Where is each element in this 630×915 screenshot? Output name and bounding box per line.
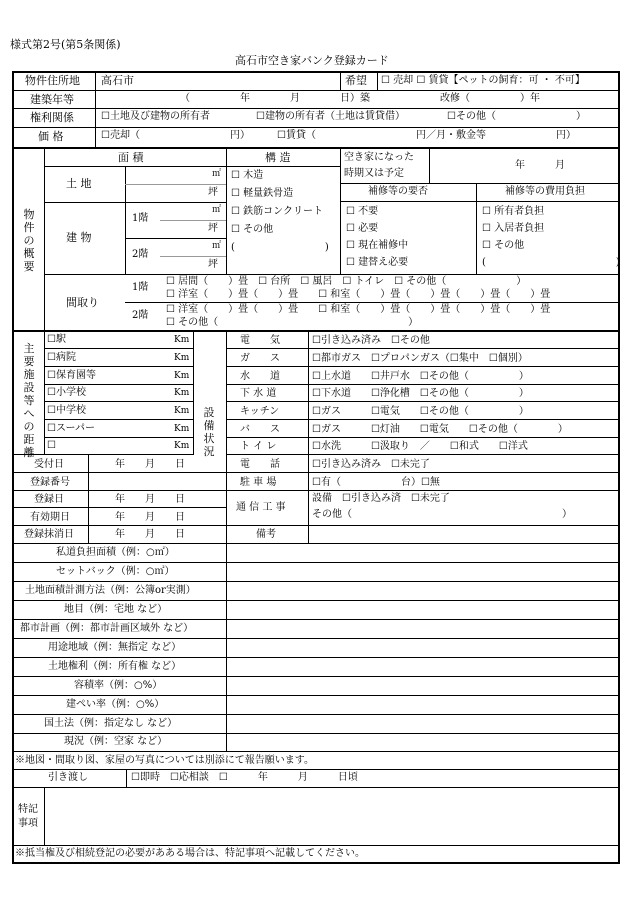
facility-km-unit: Km [174,406,190,416]
equipment-sewer-value[interactable]: ☐下水道 ☐浄化槽 ☐その他（ ） [312,388,529,399]
land-info-zoning: 用途地域（例：無指定 など） [48,642,182,653]
facility-km-unit: Km [174,441,190,451]
registration-number-label: 登録番号 [30,477,70,488]
cost-option-other[interactable]: ☐ その他 [482,240,525,251]
equipment-gas-label: ガ ス [240,353,280,364]
layout-floor2-line1[interactable]: ☐ 洋室（ ）畳（ ）畳 ☐ 和室（ ）畳（ ）畳（ ）畳（ ）畳 [166,304,551,315]
facility-junior-high[interactable]: ☐中学校 [47,405,86,416]
receipt-date-label: 受付日 [34,459,64,470]
equipment-toilet-value[interactable]: ☐水洗 ☐汲取り ／ ☐和式 ☐洋式 [312,441,528,452]
layout-floor2-label: 2階 [132,310,149,321]
page-title: 高石市空き家バンク登録カード [235,54,389,67]
equipment-parking-value[interactable]: ☐有（ 台）☐無 [312,477,440,488]
equipment-parking-label: 駐 車 場 [240,477,277,488]
facility-km-unit: Km [174,388,190,398]
handover-value[interactable]: ☐即時 ☐応相談 ☐ 年 月 日頃 [131,772,358,783]
equipment-phone-label: 電 話 [240,459,280,470]
facility-station[interactable]: ☐駅 [47,334,66,345]
cost-option-other-detail[interactable]: ( ) [482,257,620,268]
rights-option-building-only[interactable]: ☐建物の所有者（土地は賃貸借） [256,111,405,122]
floor1-m2-unit: ㎡ [212,205,222,215]
equipment-water-value[interactable]: ☐上水道 ☐井戸水 ☐その他（ ） [312,371,529,382]
vacancy-date[interactable]: 年 月 [515,160,565,171]
land-info-national-land-law: 国土法（例：指定なし など） [44,718,178,729]
land-info-private-road: 私道負担面積（例：○㎡） [56,547,175,558]
receipt-date-value[interactable]: 年 月 日 [115,459,185,470]
comm-work-line1[interactable]: 設備 ☐引き込み済 ☐未完了 [312,493,450,504]
handover-label: 引き渡し [48,772,88,783]
equipment-gas-value[interactable]: ☐都市ガス ☐プロパンガス（☐集中 ☐個別） [312,353,528,364]
facility-km-unit: Km [174,371,190,381]
equipment-toilet-label: ト イ レ [240,441,277,452]
land-m2-unit: ㎡ [212,169,222,179]
repair-cost-header: 補修等の費用負担 [505,186,585,197]
floor2-tsubo-unit: 坪 [208,259,218,270]
land-info-land-category: 地目（例：宅地 など） [64,604,168,615]
layout-floor1-line2[interactable]: ☐ 洋室（ ）畳（ ）畳 ☐ 和室（ ）畳（ ）畳（ ）畳（ ）畳 [166,289,551,300]
facility-km-unit: Km [174,353,190,363]
expiry-date-label: 有効期日 [30,512,70,523]
special-notes-field[interactable] [46,789,616,843]
layout-label: 間取り [66,296,99,309]
layout-floor1-label: 1階 [132,282,149,293]
registration-date-label: 登録日 [34,494,64,505]
rights-option-other[interactable]: ☐その他（ ） [447,111,586,122]
form-number: 様式第2号(第5条関係) [10,38,121,51]
land-info-floor-area-ratio: 容積率（例：○%） [74,680,163,691]
repair-option-in-progress[interactable]: ☐ 現在補修中 [346,240,409,251]
land-info-city-planning: 都市計画（例：都市計画区域外 など） [20,623,194,634]
area-header: 面 積 [118,151,144,164]
address-label: 物件住所地 [25,74,80,87]
structure-other-detail[interactable]: ( ) [231,242,329,253]
repair-need-header: 補修等の要否 [368,186,428,197]
facility-hospital[interactable]: ☐病院 [47,352,76,363]
equipment-electricity-label: 電 気 [240,335,280,346]
land-info-current-status: 現況（例：空家 など） [64,736,168,747]
building-floor2-label: 2階 [132,249,149,260]
desire-label: 希望 [345,74,367,87]
equipment-bath-value[interactable]: ☐ガス ☐灯油 ☐電気 ☐その他（ ） [312,424,568,435]
repair-option-needed[interactable]: ☐ 必要 [346,223,379,234]
comm-work-label: 通 信 工 事 [236,502,286,513]
registration-date-value[interactable]: 年 月 日 [115,494,185,505]
land-info-coverage-ratio: 建ぺい率（例：○%） [66,699,165,710]
desire-options[interactable]: ☐ 売却 ☐ 賃貸【ペットの飼育：可 ・ 不可】 [381,75,585,86]
price-rent[interactable]: ☐賃貸（ 円／月・敷金等 円） [277,130,576,141]
overview-side-label: 物件の概要 [23,208,35,273]
land-label: 土 地 [66,177,92,190]
land-info-land-rights: 土地権利（例：所有権 など） [48,661,182,672]
facility-km-unit: Km [174,424,190,434]
vacancy-label-1: 空き家になった [344,152,414,163]
facility-other[interactable]: ☐ [47,440,56,451]
building-floor1-label: 1階 [132,213,149,224]
equipment-water-label: 水 道 [240,371,280,382]
remarks-label: 備考 [256,529,276,540]
built-year-value[interactable]: （ 年 月 日）築 [180,93,370,104]
building-label: 建 物 [66,231,92,244]
layout-floor2-line2[interactable]: ☐ その他（ ） [166,317,419,328]
repair-option-none[interactable]: ☐ 不要 [346,206,379,217]
structure-wood[interactable]: ☐ 木造 [231,170,264,181]
structure-other[interactable]: ☐ その他 [231,224,274,235]
structure-rc[interactable]: ☐ 鉄筋コンクリート [231,206,323,217]
structure-header: 構 造 [265,151,291,164]
mortgage-note: ※抵当権及び相続登記の必要があある場合は、特記事項へ記載してください。 [15,848,365,859]
layout-floor1-line1[interactable]: ☐ 居間（ ）畳 ☐ 台所 ☐ 風呂 ☐ トイレ ☐ その他（ ） [166,276,527,287]
equipment-kitchen-label: キッチン [240,406,280,417]
equipment-electricity-value[interactable]: ☐引き込み済み ☐その他 [312,335,430,346]
rights-option-land-building[interactable]: ☐土地及び建物の所有者 [101,111,210,122]
cost-option-owner[interactable]: ☐ 所有者負担 [482,206,545,217]
facility-elementary[interactable]: ☐小学校 [47,387,86,398]
structure-light-steel[interactable]: ☐ 軽量鉄骨造 [231,188,294,199]
special-notes-label: 特記事項 [18,804,38,829]
renovation-value[interactable]: 改修（ ）年 [440,93,540,104]
price-sale[interactable]: ☐売却（ 円） [101,130,250,141]
equipment-side-label: 設備状況 [203,406,215,458]
deletion-date-label: 登録抹消日 [24,529,74,540]
comm-work-line2[interactable]: その他（ ） [312,509,572,520]
deletion-date-value[interactable]: 年 月 日 [115,529,185,540]
floor1-tsubo-unit: 坪 [208,223,218,234]
land-tsubo-unit: 坪 [208,187,218,198]
equipment-kitchen-value[interactable]: ☐ガス ☐電気 ☐その他（ ） [312,406,529,417]
equipment-sewer-label: 下 水 道 [240,388,277,399]
price-label: 価 格 [38,130,64,143]
facility-supermarket[interactable]: ☐スーパー [47,423,95,434]
cost-option-tenant[interactable]: ☐ 入居者負担 [482,223,545,234]
floor2-m2-unit: ㎡ [212,241,222,251]
expiry-date-value[interactable]: 年 月 日 [115,512,185,523]
vacancy-label-2: 時期又は予定 [344,168,404,179]
repair-option-rebuild[interactable]: ☐ 建替え必要 [346,257,409,268]
facility-nursery[interactable]: ☐保育園等 [47,370,96,381]
rights-label: 権利関係 [30,111,74,124]
facility-km-unit: Km [174,335,190,345]
equipment-bath-label: バ ス [240,424,280,435]
equipment-phone-value[interactable]: ☐引き込み済み ☐未完了 [312,459,430,470]
land-info-measurement: 土地面積計測方法（例：公簿or実測） [25,585,196,596]
built-year-label: 建築年等 [30,93,74,106]
facilities-side-label: 主要施設等への距離 [23,342,35,459]
attachment-note: ※地図・間取り図、家屋の写真については別添にて報告願います。 [15,755,314,766]
address-value[interactable]: 高石市 [101,74,134,87]
land-info-setback: セットバック（例：○㎡） [56,566,175,577]
